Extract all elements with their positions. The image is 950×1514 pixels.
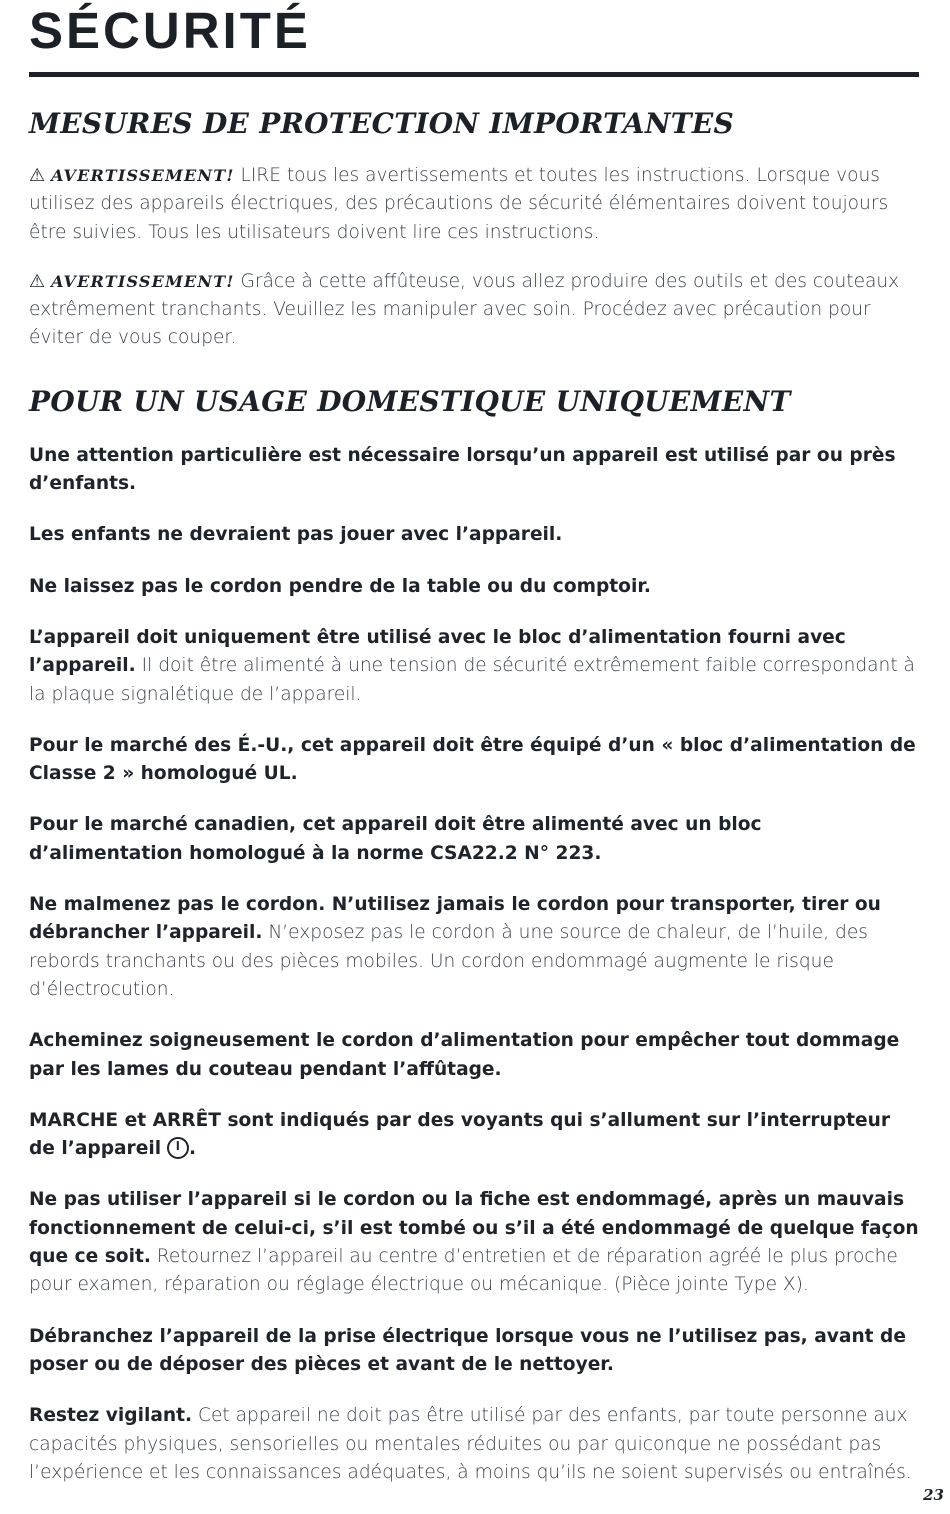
warning-paragraph — [29, 162, 919, 247]
safety-rule — [29, 891, 919, 1004]
warning-triangle-icon: ⚠ — [29, 165, 46, 186]
rule-emphasis: Ne malmenez pas le cordon. N’utilisez jamais le cordon pour transporter, tirer ou débrancher l’appareil. — [29, 894, 881, 944]
safety-rule — [29, 811, 919, 868]
rule-emphasis: Ne pas utiliser l’appareil si le cordon ou la fiche est endommagé, après un mauvais fonctionnement de celui-ci, s’il est tombé ou s’il a été endommagé de quelque façon que ce soit. — [29, 1189, 919, 1268]
safety-rule — [29, 1323, 919, 1380]
safety-rule — [29, 732, 919, 789]
safety-rule — [29, 1186, 919, 1299]
rule-emphasis: Une attention particulière est nécessaire lorsqu’un appareil est utilisé par ou près d’enfants. — [29, 444, 896, 495]
warning-label: AVERTISSEMENT! — [51, 166, 235, 185]
title-divider — [29, 72, 919, 77]
section-heading-protection: MESURES DE PROTECTION IMPORTANTES — [29, 107, 735, 140]
rule-emphasis: Acheminez soigneusement le cordon d’alimentation pour empêcher tout dommage par les lames du couteau pendant l’affûtage. — [29, 1030, 900, 1080]
safety-rule — [29, 1402, 919, 1487]
rule-emphasis: L’appareil doit uniquement être utilisé avec le bloc d’alimentation fourni avec l’appareil. — [29, 626, 846, 677]
warning-label: AVERTISSEMENT! — [51, 271, 235, 291]
warning-triangle-icon: ⚠ — [29, 270, 46, 292]
rule-emphasis: MARCHE et ARRÊT sont indiqués par des voyants qui s’allument sur l’interrupteur de l’appareil — [29, 1109, 890, 1160]
power-icon — [167, 1137, 189, 1159]
rule-text: Il doit être alimenté à une tension de sécurité extrêmement faible correspondant à la plaque signalétique de l’appareil. — [29, 655, 915, 705]
page-number: 23 — [923, 1486, 944, 1504]
section-heading-domestic-use: POUR UN USAGE DOMESTIQUE UNIQUEMENT — [29, 384, 791, 418]
safety-rule — [29, 1107, 919, 1164]
safety-rule — [29, 573, 919, 601]
rule-text: N’exposez pas le cordon à une source de chaleur, de l’huile, des rebords tranchants ou des pièces mobiles. Un cordon endommagé augmente le risque d’électrocution. — [29, 922, 868, 1000]
warning-text: LIRE tous les avertissements et toutes les instructions. Lorsque vous utilisez des appareils électriques, des précautions de sécurité élémentaires doivent toujours être suivies. Tous les utilisateurs doivent lire ces instructions. — [29, 165, 889, 243]
rule-text: Retournez l’appareil au centre d’entretien et de réparation agréé le plus proche pour examen, réparation ou réglage électrique ou mécanique. (Pièce jointe Type X). — [29, 1246, 898, 1296]
warning-paragraph — [29, 268, 919, 353]
rule-emphasis: Ne laissez pas le cordon pendre de la table ou du comptoir. — [29, 575, 651, 597]
safety-rule — [29, 521, 919, 549]
rule-text: Cet appareil ne doit pas être utilisé par des enfants, par toute personne aux capacités physiques, sensorielles ou mentales réduites ou par quiconque ne possédant pas l’expérience et les connaissances adéquates, à moins qu’ils ne soient supervisés ou entraînés. — [29, 1405, 912, 1483]
document-page — [29, 0, 919, 1487]
rule-emphasis: Débranchez l’appareil de la prise électrique lorsque vous ne l’utilisez pas, avant de poser ou de déposer des pièces et avant de le nettoyer. — [29, 1325, 906, 1375]
rule-emphasis: Les enfants ne devraient pas jouer avec l’appareil. — [29, 524, 563, 546]
page-title: SÉCURITÉ — [29, 2, 311, 59]
warning-text: Grâce à cette affûteuse, vous allez produire des outils et des couteaux extrêmement tranchants. Veuillez les manipuler avec soin. Procédez avec précaution pour éviter de vous couper. — [29, 270, 900, 349]
rule-emphasis: Restez vigilant. — [29, 1405, 193, 1427]
safety-rule — [29, 1027, 919, 1084]
safety-rule — [29, 442, 919, 499]
rule-text: . — [189, 1138, 197, 1160]
rule-emphasis: Pour le marché canadien, cet appareil doit être alimenté avec un bloc d’alimentation homologué à la norme CSA22.2 N° 223. — [29, 814, 762, 864]
rule-emphasis: Pour le marché des É.-U., cet appareil doit être équipé d’un « bloc d’alimentation de Classe 2 » homologué UL. — [29, 734, 916, 785]
safety-rule — [29, 624, 919, 709]
